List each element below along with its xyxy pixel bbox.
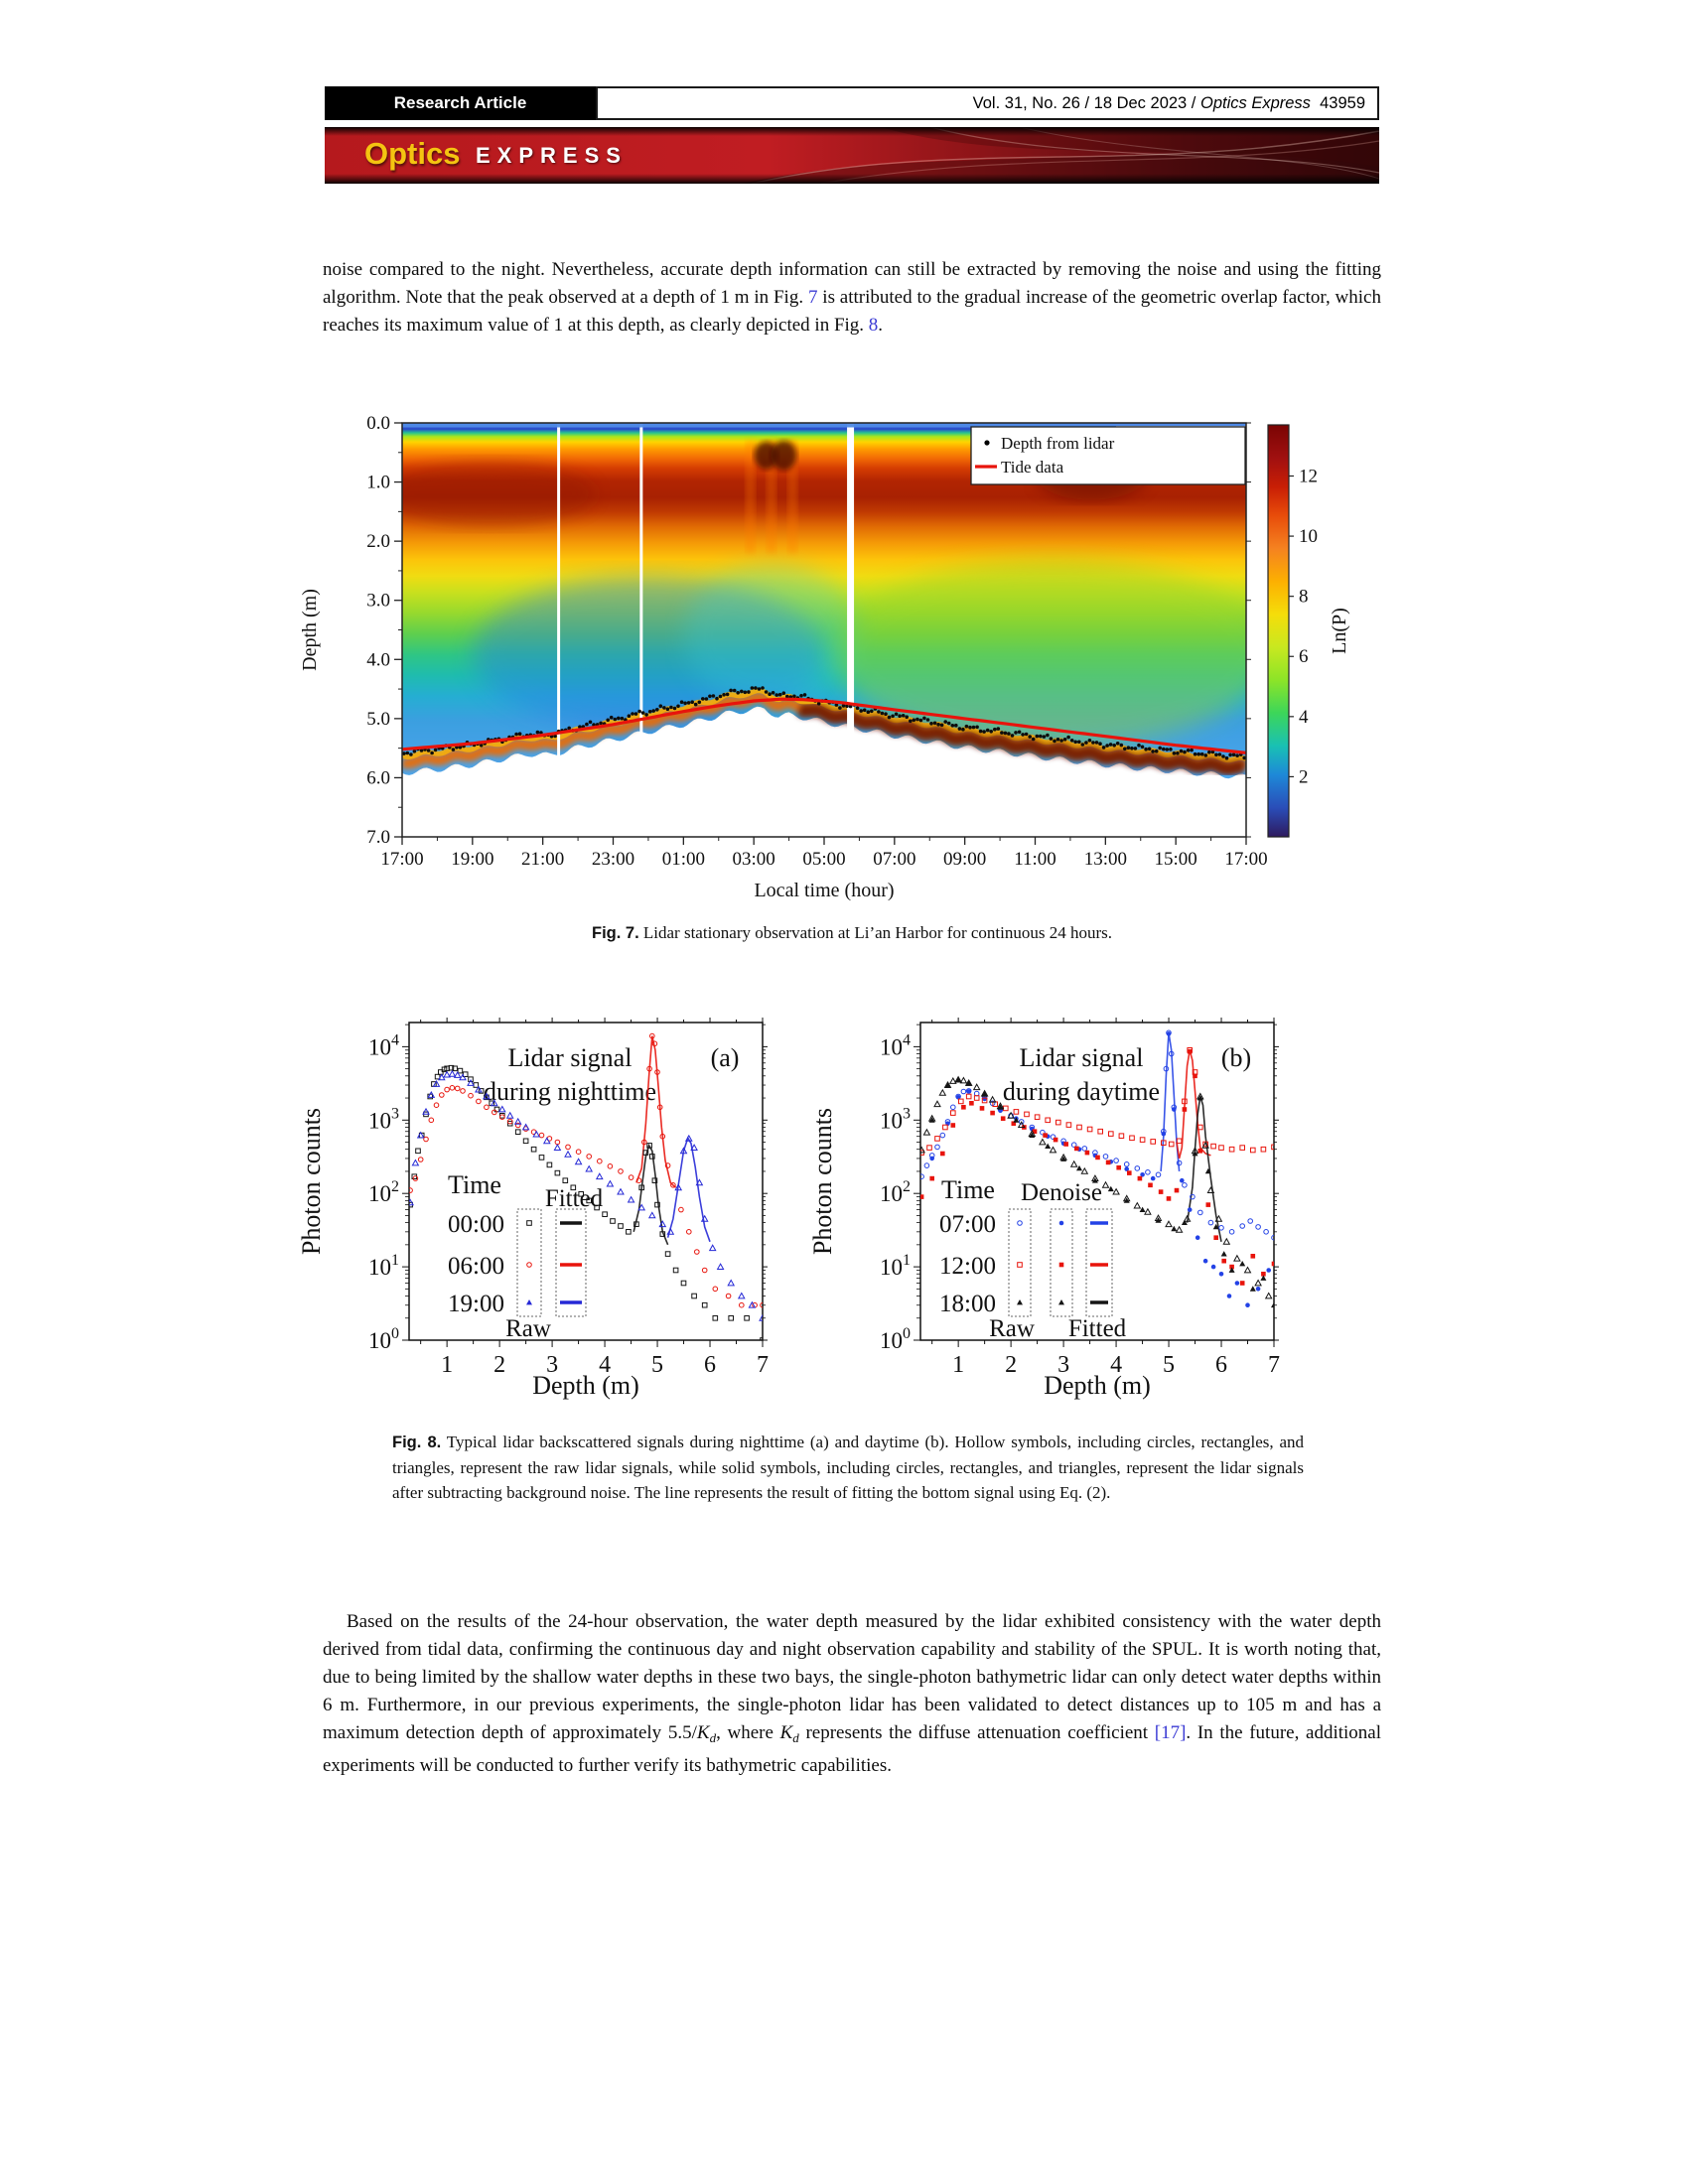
svg-text:4.0: 4.0 [366, 649, 390, 671]
text-run: Based on the results of the 24-hour observation, the water depth measured by the lidar exhibited consistency with the water depth derived from tidal data, confirming the continuous day and night observation capability and stability of the SPUL. It is worth noting that, due to being limited by the shallow water depths in these two bays, the single-photon bathymetric lidar can only detect water depths within 6 m. Furthermore, in our previous experiments, the single-photon lidar has been validated to detect distances up to 105 m and has a maximum detection depth of approximately 5.5/ [323, 1611, 1381, 1743]
logo-express: EXPRESS [476, 143, 628, 168]
svg-text:100: $10^0$ [368, 1325, 399, 1353]
svg-text:15:00: 15:00 [1154, 849, 1197, 870]
svg-text:10: 10 [1299, 526, 1318, 548]
svg-text:6: 6 [1215, 1352, 1228, 1378]
svg-text:Depth (m): Depth (m) [299, 589, 321, 671]
svg-text:Raw: Raw [505, 1315, 551, 1342]
svg-text:21:00: 21:00 [521, 849, 565, 870]
svg-text:1.0: 1.0 [366, 472, 390, 493]
research-article-banner: Research Article [325, 86, 596, 120]
svg-text:Depth from lidar: Depth from lidar [1001, 434, 1115, 453]
fig8-panel-a [280, 1005, 816, 1402]
svg-text:01:00: 01:00 [661, 849, 705, 870]
svg-text:17:00: 17:00 [1224, 849, 1268, 870]
svg-text:Local time (hour): Local time (hour) [754, 880, 895, 901]
reference-link[interactable]: 7 [807, 287, 818, 308]
fig8a-chart [280, 1005, 816, 1402]
svg-text:Raw: Raw [989, 1315, 1035, 1342]
svg-text:07:00: 07:00 [873, 849, 916, 870]
svg-text:23:00: 23:00 [591, 849, 635, 870]
text-run: Lidar stationary observation at Li’an Harbor for continuous 24 hours. [638, 923, 1113, 942]
journal-issue-line [596, 86, 1379, 120]
svg-text:103: $10^3$ [880, 1105, 911, 1134]
text-run: Typical lidar backscattered signals during nighttime (a) and daytime (b). Hollow symbols, including circles, rectangles, and triangles, represent the raw lidar signals, while solid symbols, including circles, rectangles, and triangles, represent the lidar signals after subtracting background noise. The line represents the result of fitting the bottom signal using Eq. (2). [392, 1433, 1304, 1502]
journal-name: Optics Express [1199, 94, 1311, 112]
svg-text:12:00: 12:00 [939, 1253, 996, 1280]
svg-text:Time: Time [941, 1175, 995, 1204]
svg-text:06:00: 06:00 [448, 1253, 504, 1280]
svg-text:Time: Time [448, 1170, 501, 1199]
svg-text:6.0: 6.0 [366, 767, 390, 789]
logo-optics: Optics [364, 136, 461, 171]
figure-label: Fig. 8. [392, 1433, 442, 1451]
svg-text:7: 7 [1268, 1352, 1280, 1378]
svg-text:00:00: 00:00 [448, 1211, 504, 1238]
svg-text:102: $10^2$ [880, 1178, 911, 1207]
text-run: K [696, 1722, 710, 1743]
text-subscript: d [709, 1730, 717, 1745]
svg-text:18:00: 18:00 [939, 1291, 996, 1317]
svg-text:6: 6 [704, 1352, 717, 1378]
text-subscript: d [792, 1730, 799, 1745]
svg-text:4: 4 [1299, 706, 1309, 728]
svg-text:5: 5 [651, 1352, 664, 1378]
fig8-caption [392, 1430, 1304, 1505]
svg-text:19:00: 19:00 [448, 1291, 504, 1317]
svg-text:4: 4 [1110, 1352, 1123, 1378]
svg-text:17:00: 17:00 [380, 849, 424, 870]
svg-text:101: $10^1$ [368, 1252, 399, 1281]
svg-text:7: 7 [757, 1352, 769, 1378]
text-run: . [878, 315, 884, 336]
fig8-panel-b [791, 1005, 1328, 1402]
svg-text:09:00: 09:00 [943, 849, 987, 870]
svg-text:Lidar signal: Lidar signal [507, 1043, 633, 1072]
optics-express-logo-banner [325, 127, 1379, 184]
reference-link[interactable]: 8 [868, 315, 879, 336]
svg-text:Depth (m): Depth (m) [1044, 1371, 1151, 1400]
svg-text:104: $10^4$ [368, 1031, 399, 1060]
svg-text:3.0: 3.0 [366, 590, 390, 612]
svg-text:11:00: 11:00 [1014, 849, 1056, 870]
svg-text:Tide data: Tide data [1001, 458, 1064, 477]
svg-text:03:00: 03:00 [732, 849, 775, 870]
svg-text:Ln(P): Ln(P) [1329, 608, 1350, 654]
svg-text:Photon counts: Photon counts [808, 1107, 837, 1256]
svg-text:2: 2 [1299, 766, 1309, 788]
fig7-caption [323, 921, 1381, 945]
svg-text:5.0: 5.0 [366, 708, 390, 730]
svg-text:3: 3 [1057, 1352, 1070, 1378]
svg-text:4: 4 [599, 1352, 612, 1378]
text-run: represents the diffuse attenuation coefficient [798, 1722, 1155, 1743]
svg-text:1: 1 [441, 1352, 454, 1378]
svg-text:13:00: 13:00 [1083, 849, 1127, 870]
text-run: K [779, 1722, 793, 1743]
svg-text:19:00: 19:00 [451, 849, 494, 870]
page-number: 43959 [1320, 94, 1365, 112]
svg-text:0.0: 0.0 [366, 413, 390, 434]
svg-text:2: 2 [1005, 1352, 1018, 1378]
svg-text:104: $10^4$ [880, 1031, 911, 1060]
body-paragraph-1 [323, 256, 1381, 340]
svg-text:Lidar signal: Lidar signal [1019, 1043, 1144, 1072]
text-run: is attributed to the gradual increase of the geometric overlap factor, which reaches its maximum value of 1 at this depth, as clearly depicted in Fig. [323, 287, 1381, 336]
svg-text:101: $10^1$ [880, 1252, 911, 1281]
svg-text:3: 3 [546, 1352, 559, 1378]
reference-link[interactable]: [17] [1154, 1722, 1187, 1743]
issue-prefix: Vol. 31, No. 26 / 18 Dec 2023 / [972, 94, 1200, 112]
svg-text:100: $10^0$ [880, 1325, 911, 1353]
svg-text:Denoise: Denoise [1021, 1179, 1102, 1206]
svg-text:2: 2 [493, 1352, 506, 1378]
svg-text:07:00: 07:00 [939, 1211, 996, 1238]
svg-text:05:00: 05:00 [802, 849, 846, 870]
svg-text:7.0: 7.0 [366, 827, 390, 848]
svg-text:2.0: 2.0 [366, 531, 390, 553]
svg-text:6: 6 [1299, 646, 1309, 668]
svg-text:(a): (a) [710, 1043, 740, 1072]
svg-text:103: $10^3$ [368, 1105, 399, 1134]
svg-text:Depth (m): Depth (m) [532, 1371, 639, 1400]
svg-text:Fitted: Fitted [1067, 1315, 1127, 1342]
svg-text:Photon counts: Photon counts [297, 1107, 326, 1256]
svg-text:5: 5 [1163, 1352, 1176, 1378]
svg-text:during nighttime: during nighttime [483, 1077, 657, 1106]
fig7-heatmap [278, 410, 1390, 911]
text-run: , where [716, 1722, 780, 1743]
svg-text:(b): (b) [1220, 1043, 1252, 1072]
fig7-chart [278, 410, 1390, 911]
svg-text:during daytime: during daytime [1002, 1077, 1161, 1106]
svg-text:Fitted: Fitted [544, 1185, 604, 1212]
svg-text:8: 8 [1299, 586, 1309, 608]
svg-text:12: 12 [1299, 466, 1318, 487]
body-paragraph-2 [323, 1608, 1381, 1780]
figure-label: Fig. 7. [591, 924, 639, 942]
svg-text:1: 1 [952, 1352, 965, 1378]
text-run: . In the future, additional experiments will be conducted to further verify its bathymetric capabilities. [323, 1722, 1382, 1776]
svg-text:102: $10^2$ [368, 1178, 399, 1207]
text-run: noise compared to the night. Nevertheless, accurate depth information can still be extracted by removing the noise and using the fitting algorithm. Note that the peak observed at a depth of 1 m in Fig. [323, 259, 1381, 308]
fig8b-chart [791, 1005, 1328, 1402]
